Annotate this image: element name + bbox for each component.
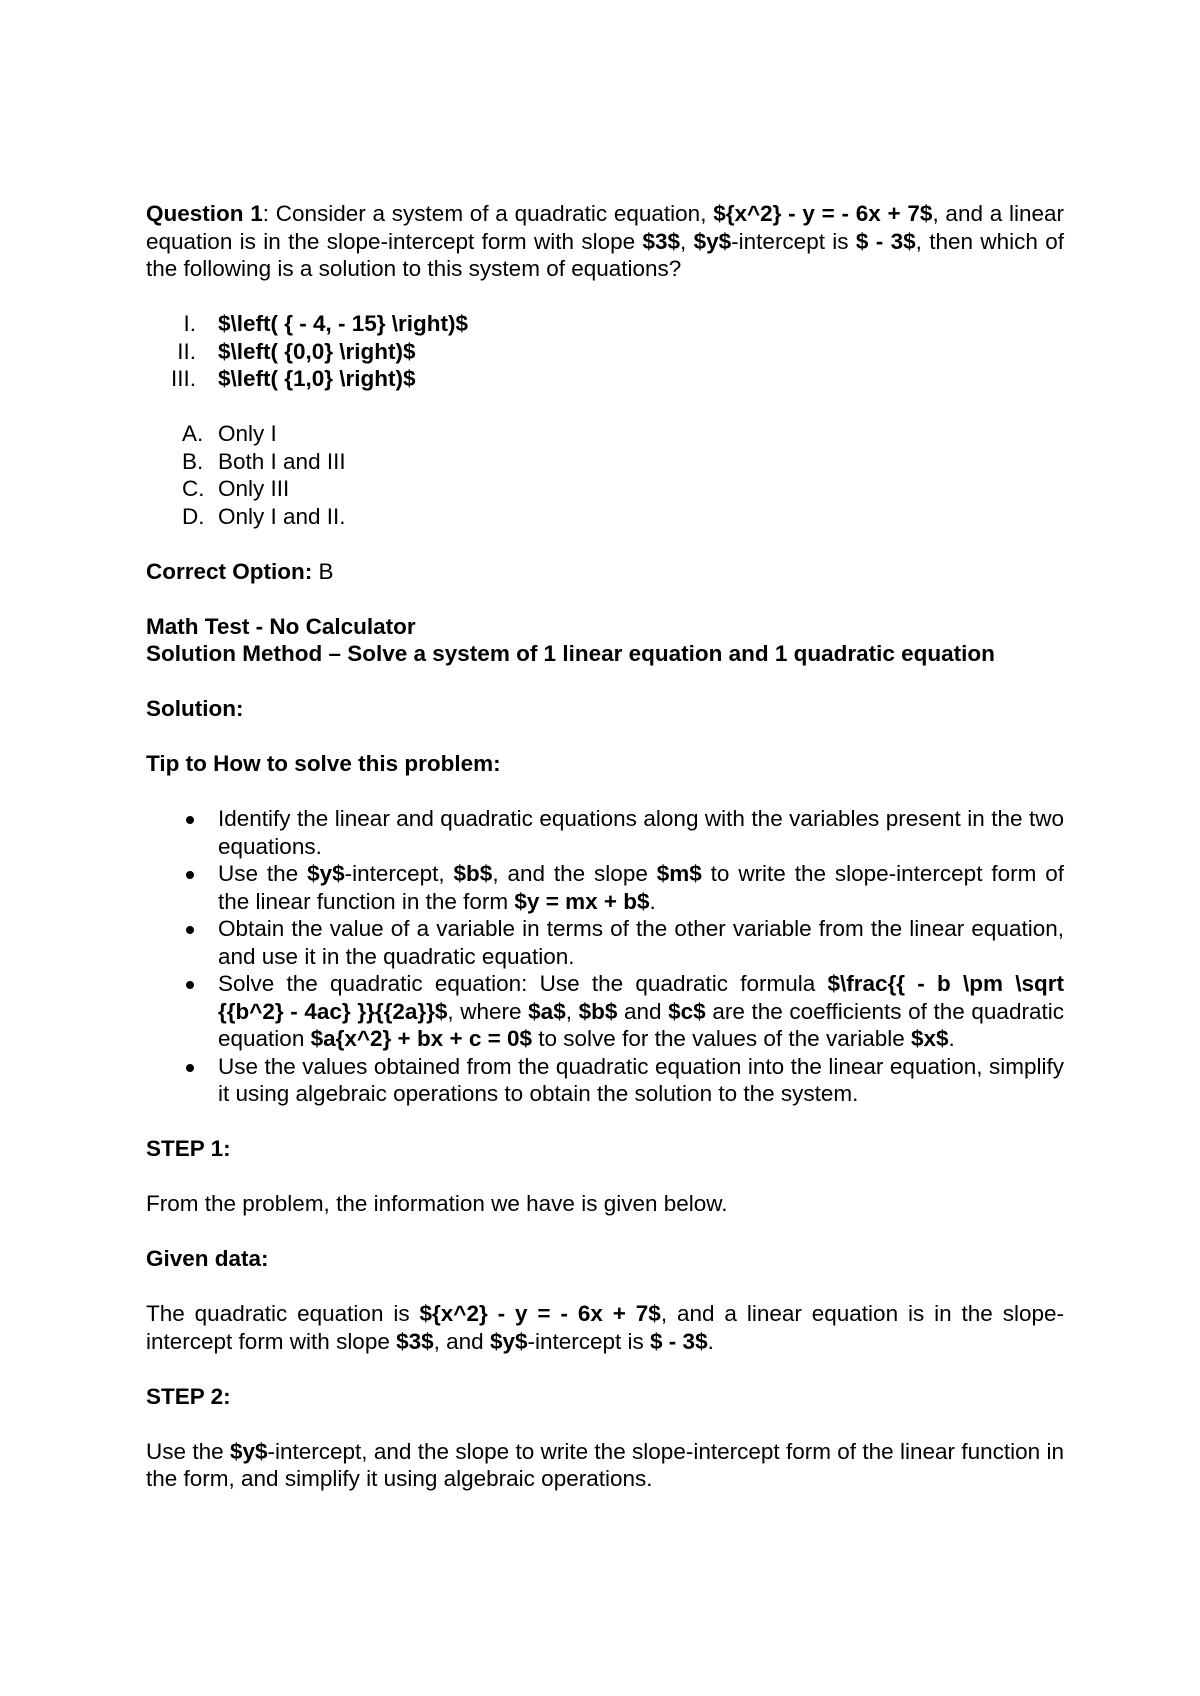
tip-text: Identify the linear and quadratic equations along with the variables present in the two equations.	[218, 806, 1064, 859]
tip-math: $y$	[307, 861, 345, 886]
option-letter: C.	[182, 476, 205, 501]
given-math: $ - 3$	[650, 1328, 708, 1354]
question-label: Question 1	[146, 201, 263, 226]
step2-text: Use the	[146, 1438, 230, 1464]
answer-option	[146, 420, 1064, 448]
tip-text: Use the	[218, 861, 308, 886]
solution-label: Solution:	[146, 696, 244, 721]
given-math: $y$	[489, 1328, 528, 1354]
tip-label: Tip to How to solve this problem:	[146, 751, 501, 776]
tip-text: Obtain the value of a variable in terms of the other variable from the linear equation, and use it in the quadratic equation.	[218, 916, 1064, 969]
tip-math: $a{x^2} + bx + c = 0$	[310, 1026, 533, 1051]
tip-text: to solve for the values of the variable	[532, 1026, 911, 1051]
roman-item	[146, 310, 1064, 338]
tip-math: $\frac{{ - b \pm \sqrt {{b^2} - 4ac} }}{{2a}}$	[218, 971, 1064, 1024]
roman-numeral-list	[146, 310, 1064, 393]
slope-value: $3$	[642, 228, 681, 254]
tip-text: , where	[447, 998, 529, 1024]
question-text: ,	[680, 228, 694, 254]
step2-text: -intercept, and the slope to write the slope-intercept form of the linear function in the form, and simplify it using algebraic operations.	[146, 1438, 1065, 1491]
tip-item	[146, 970, 1064, 1053]
tip-math: $y = mx + b$	[514, 888, 650, 914]
tip-item	[146, 915, 1064, 970]
tip-math: $x$	[911, 1026, 949, 1051]
option-text: Only I	[218, 421, 277, 446]
y-variable: $y$	[693, 228, 732, 254]
solution-heading	[146, 695, 1064, 723]
tip-text: , and the slope	[492, 861, 657, 886]
tip-text: .	[649, 888, 656, 914]
tip-text: to write the slope-intercept form of the linear function in the form	[218, 861, 1064, 914]
question-text: , and a linear equation is in the slope-intercept form with slope	[146, 201, 1064, 254]
given-text: The quadratic equation is	[146, 1301, 420, 1326]
step2-math: $y$	[229, 1438, 268, 1464]
step2-paragraph	[146, 1438, 1064, 1493]
given-math: ${x^2} - y = - 6x + 7$	[419, 1301, 661, 1326]
given-data-paragraph	[146, 1300, 1064, 1355]
given-data-heading	[146, 1245, 1064, 1273]
quadratic-equation: ${x^2} - y = - 6x + 7$	[713, 201, 933, 226]
tip-text: are the coefficients of the quadratic equation	[218, 998, 1064, 1051]
question-text: : Consider a system of a quadratic equation,	[262, 201, 714, 226]
roman-item	[146, 338, 1064, 366]
tip-item	[146, 860, 1064, 915]
solution-method-text: Solution Method – Solve a system of 1 linear equation and 1 quadratic equation	[146, 641, 995, 666]
tip-item	[146, 1053, 1064, 1108]
answer-options-list	[146, 420, 1064, 530]
tip-math: $m$	[656, 861, 702, 886]
tip-text: Solve the quadratic equation: Use the quadratic formula	[218, 971, 828, 996]
roman-number: II.	[177, 338, 196, 364]
step1-heading	[146, 1135, 1064, 1163]
correct-option-label: Correct Option:	[146, 558, 313, 584]
tips-list	[146, 805, 1064, 1108]
correct-option-value: B	[312, 558, 334, 584]
given-text: , and a linear equation is in the slope-intercept form with slope	[146, 1301, 1064, 1354]
tip-heading	[146, 750, 1064, 778]
roman-item-text: $\left( {0,0} \right)$	[218, 338, 416, 364]
answer-option	[146, 448, 1064, 476]
given-math: $3$	[396, 1328, 434, 1354]
tip-text: -intercept,	[344, 861, 454, 886]
step1-label: STEP 1:	[146, 1136, 231, 1161]
tip-math: $b$	[453, 861, 493, 886]
tip-text: Use the values obtained from the quadratic equation into the linear equation, simplify it using algebraic operations to obtain the solution to the system.	[218, 1053, 1064, 1106]
roman-item-text: $\left( {1,0} \right)$	[218, 366, 416, 391]
roman-item-text: $\left( { - 4, - 15} \right)$	[218, 311, 469, 336]
question-paragraph	[146, 200, 1064, 283]
option-letter: B.	[182, 448, 204, 474]
tip-math: $a$	[528, 998, 566, 1024]
step2-heading	[146, 1383, 1064, 1411]
answer-option	[146, 503, 1064, 531]
question-text: , then which of the following is a solution to this system of equations?	[146, 228, 1064, 281]
roman-item	[146, 365, 1064, 393]
given-text: , and	[433, 1328, 490, 1354]
given-text: -intercept is	[527, 1328, 651, 1354]
given-text: .	[707, 1328, 714, 1354]
step1-text: From the problem, the information we have is given below.	[146, 1191, 728, 1216]
intercept-value: $ - 3$	[855, 228, 916, 254]
document-content	[146, 200, 1064, 1493]
solution-method	[146, 640, 1064, 668]
option-text: Only III	[218, 476, 290, 501]
step2-label: STEP 2:	[146, 1383, 231, 1409]
option-letter: D.	[182, 503, 205, 529]
roman-number: I.	[183, 311, 196, 336]
tip-item	[146, 805, 1064, 860]
tip-text: and	[617, 998, 669, 1024]
test-type	[146, 613, 1064, 641]
answer-option	[146, 475, 1064, 503]
tip-text: .	[948, 1026, 955, 1051]
correct-option	[146, 558, 1064, 586]
option-text: Both I and III	[218, 448, 346, 474]
option-letter: A.	[182, 421, 204, 446]
roman-number: III.	[170, 366, 196, 391]
tip-math: $c$	[668, 998, 706, 1024]
question-text: -intercept is	[731, 228, 856, 254]
option-text: Only I and II.	[218, 503, 346, 529]
tip-math: $b$	[578, 998, 618, 1024]
test-type-text: Math Test - No Calculator	[146, 613, 416, 639]
tip-text: ,	[565, 998, 579, 1024]
given-data-label: Given data:	[146, 1246, 269, 1271]
